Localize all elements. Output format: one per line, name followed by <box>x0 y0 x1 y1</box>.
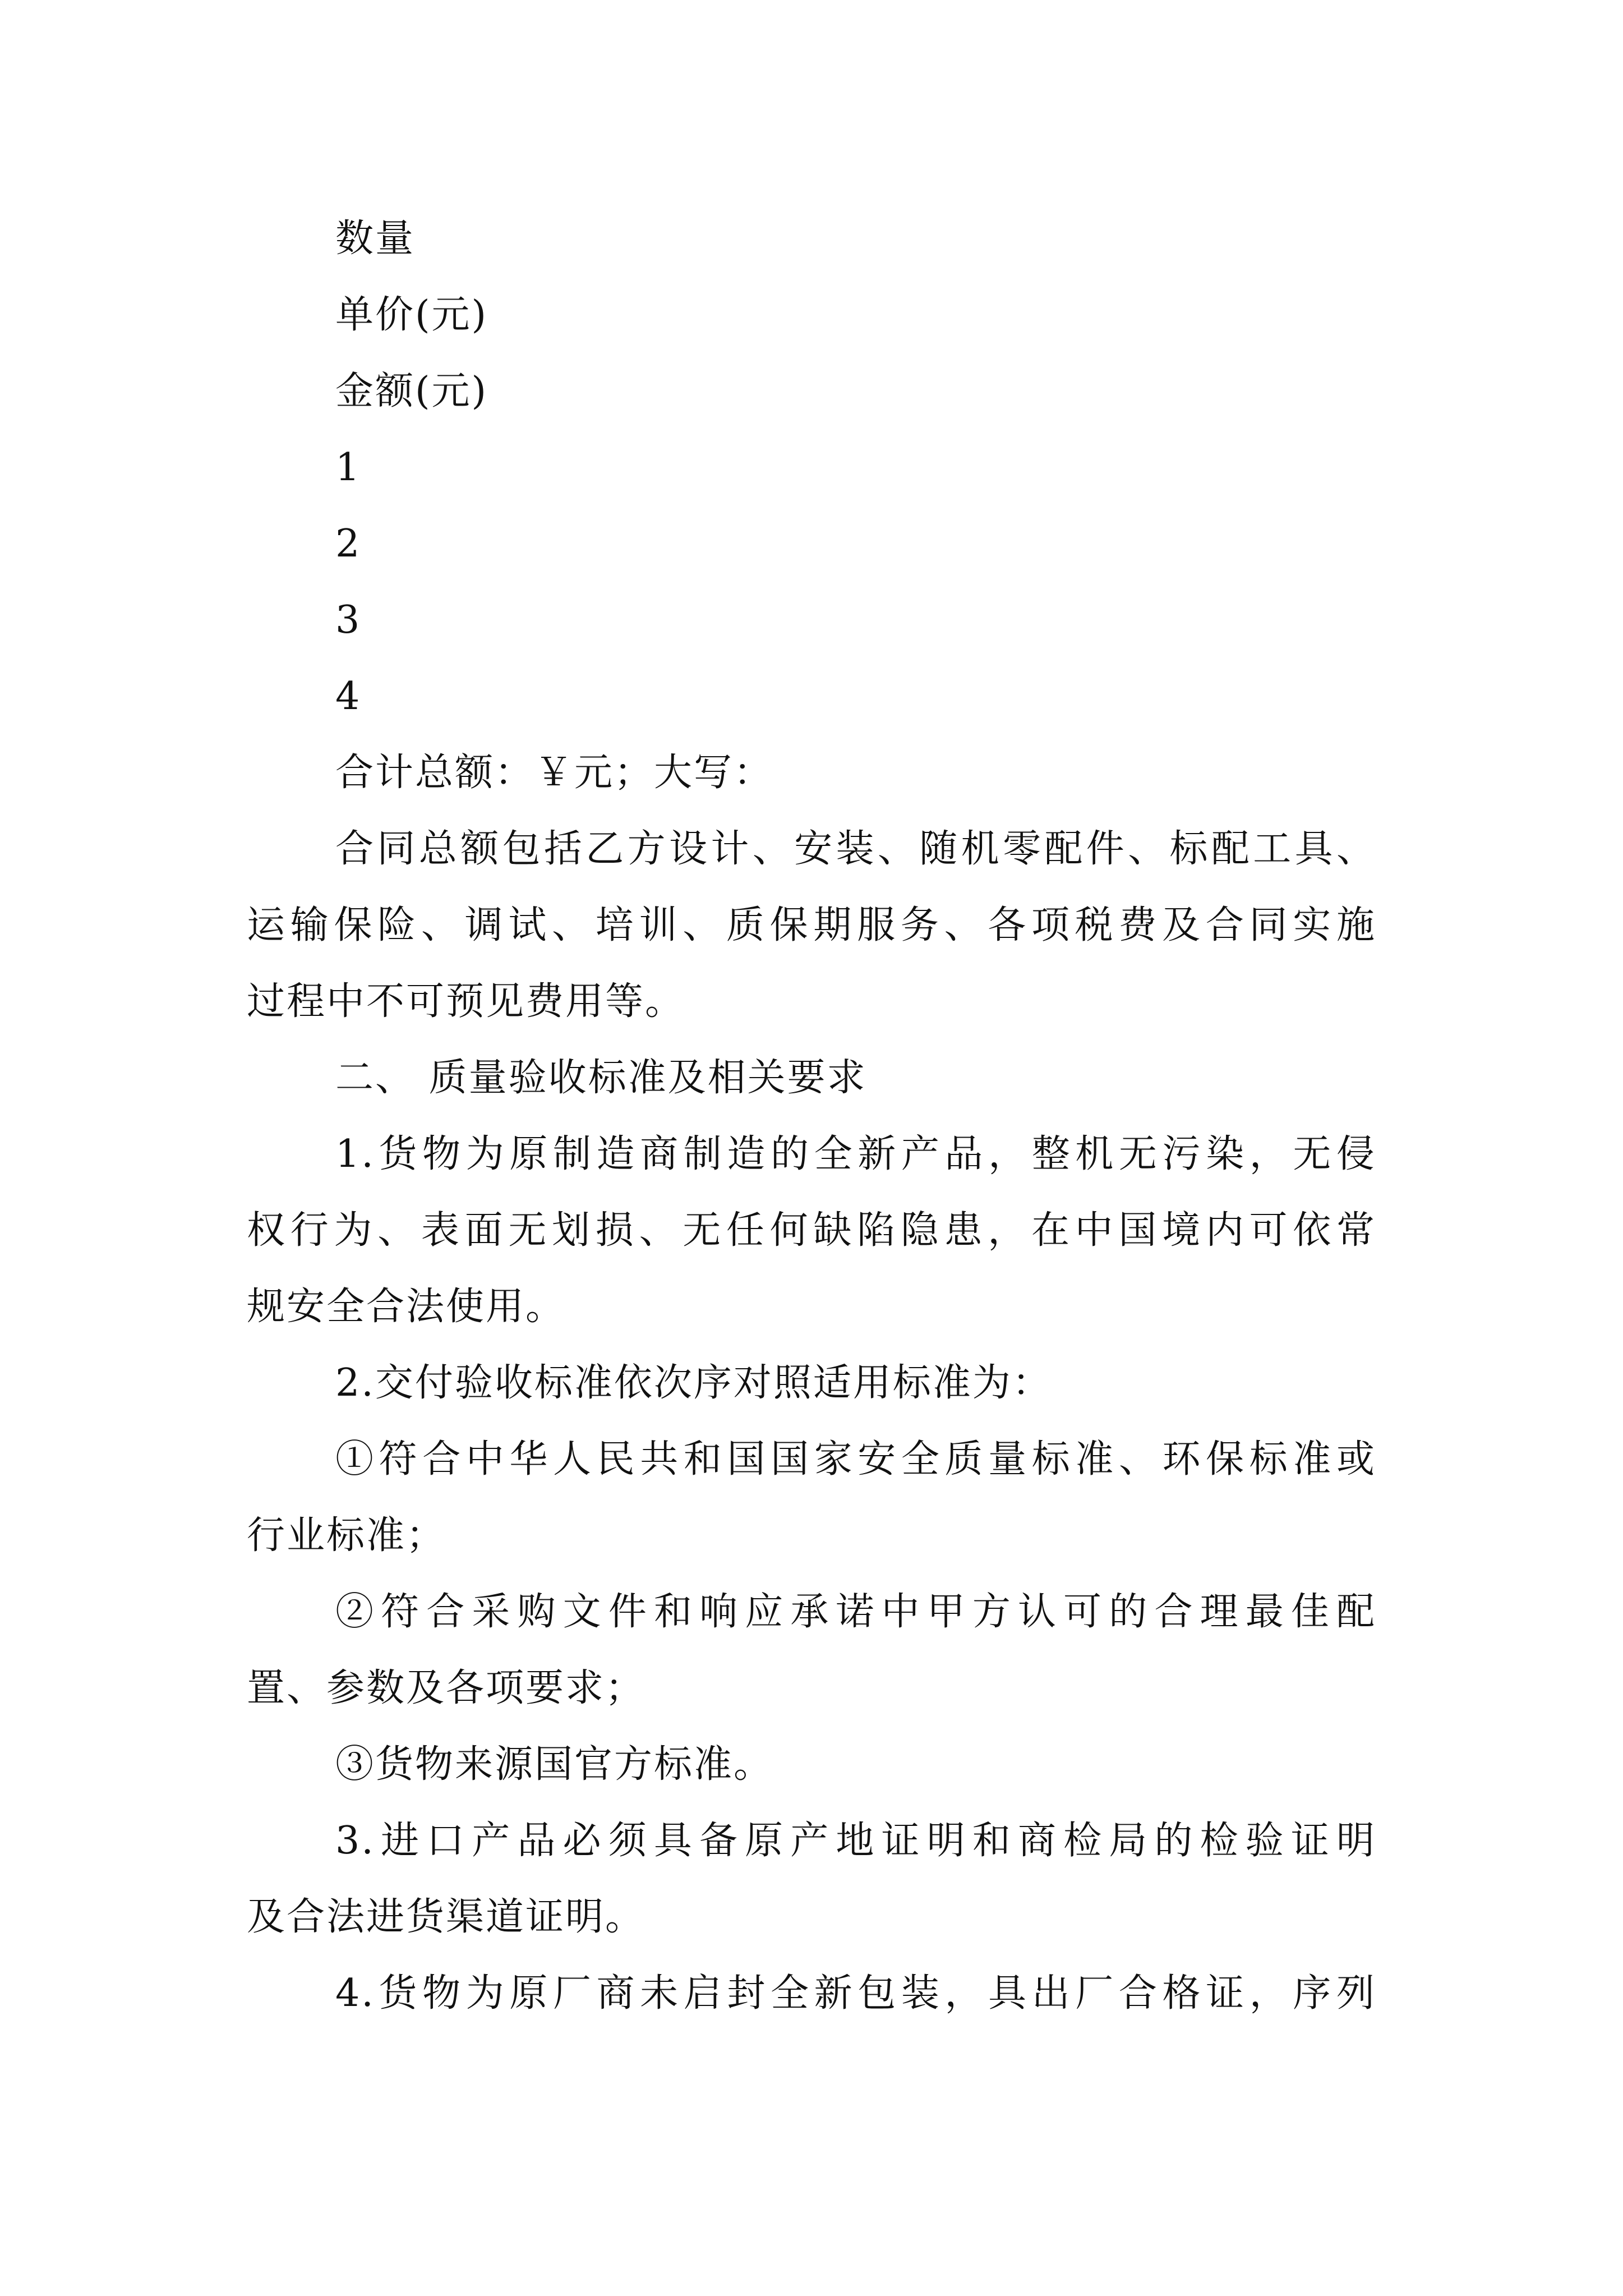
row-number-3: 3 <box>335 598 362 642</box>
table-header-unit-price: 单价(元) <box>335 293 488 337</box>
row-number-4: 4 <box>335 674 362 719</box>
paragraph-line: 行业标准； <box>247 1513 446 1558</box>
paragraph-line: ③货物来源国官方标准。 <box>335 1742 774 1787</box>
section-heading: 二、 质量验收标准及相关要求 <box>335 1056 867 1100</box>
row-number-1: 1 <box>335 445 362 490</box>
paragraph-line: ①符合中华人民共和国国家安全质量标准、环保标准或 <box>335 1437 1376 1481</box>
table-header-quantity: 数量 <box>335 217 416 261</box>
paragraph-line: 置、参数及各项要求； <box>247 1666 645 1710</box>
paragraph-line: 运输保险、调试、培训、质保期服务、各项税费及合同实施 <box>247 903 1376 947</box>
total-amount-line: 合计总额：￥元；大写： <box>335 751 774 795</box>
paragraph-line: 合同总额包括乙方设计、安装、随机零配件、标配工具、 <box>335 827 1376 871</box>
paragraph-line: 权行为、表面无划损、无任何缺陷隐患，在中国境内可依常 <box>247 1208 1376 1253</box>
paragraph-line: ②符合采购文件和响应承诺中甲方认可的合理最佳配 <box>335 1590 1376 1634</box>
paragraph-line: 及合法进货渠道证明。 <box>247 1895 645 1939</box>
paragraph-line: 规安全合法使用。 <box>247 1285 566 1329</box>
paragraph-line: 过程中不可预见费用等。 <box>247 979 685 1024</box>
paragraph-line: 2.交付验收标准依次序对照适用标准为： <box>335 1361 1052 1405</box>
paragraph-line: 1.货物为原制造商制造的全新产品，整机无污染，无侵 <box>335 1132 1376 1176</box>
table-header-amount: 金额(元) <box>335 369 488 413</box>
paragraph-line: 3.进口产品必须具备原产地证明和商检局的检验证明 <box>335 1819 1376 1863</box>
row-number-2: 2 <box>335 522 362 566</box>
paragraph-line: 4.货物为原厂商未启封全新包装，具出厂合格证，序列 <box>335 1971 1376 2016</box>
